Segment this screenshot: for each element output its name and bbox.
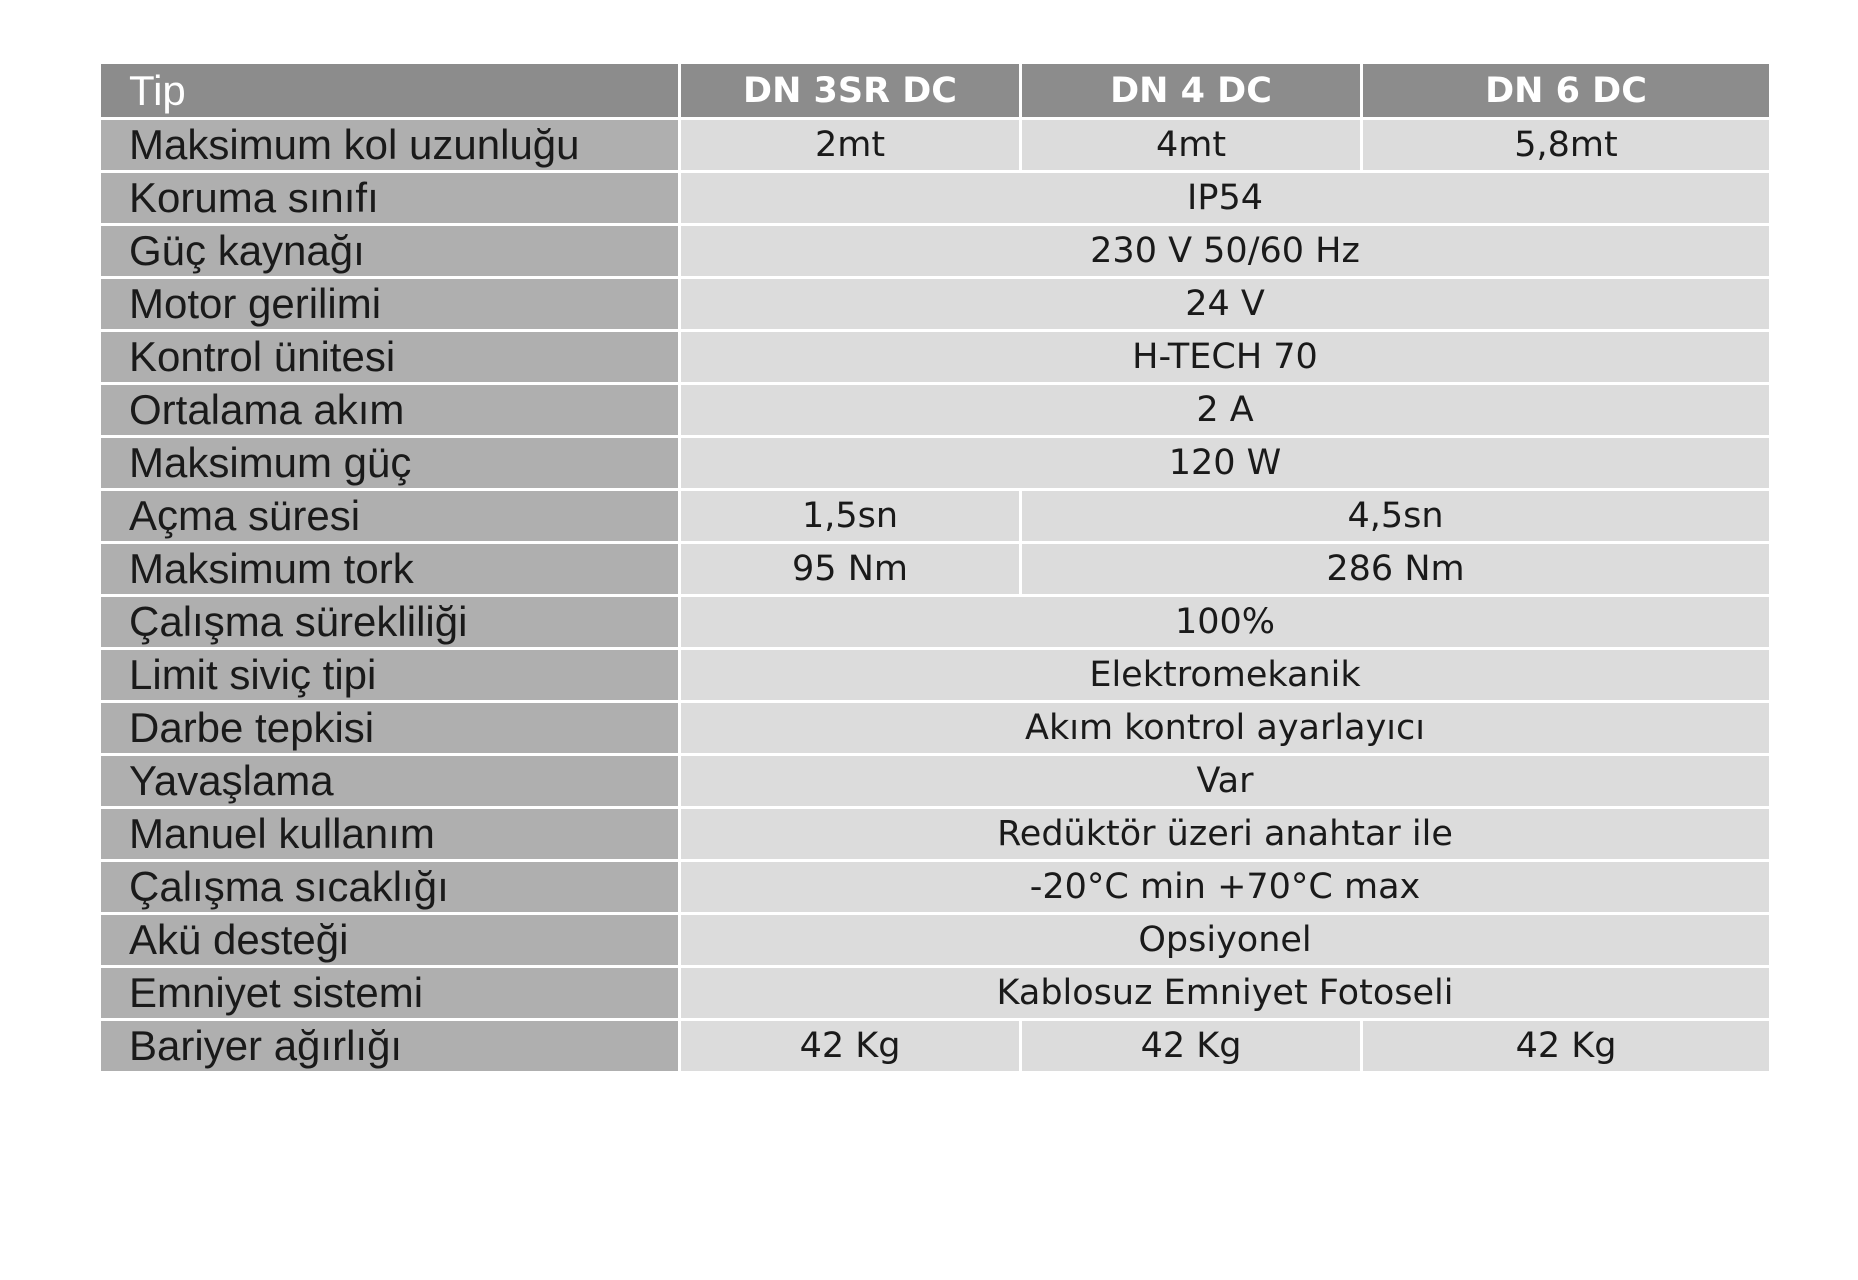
table-row <box>100 1020 1771 1073</box>
row-label: Yavaşlama <box>100 755 680 808</box>
row-label: Darbe tepkisi <box>100 702 680 755</box>
row-value: 5,8mt <box>1362 119 1771 172</box>
table-row <box>100 755 1771 808</box>
row-value: 2mt <box>680 119 1021 172</box>
row-value: Opsiyonel <box>680 914 1771 967</box>
row-value: 286 Nm <box>1021 543 1771 596</box>
table-row <box>100 119 1771 172</box>
row-value: Kablosuz Emniyet Fotoseli <box>680 967 1771 1020</box>
table-row <box>100 808 1771 861</box>
row-label: Çalışma sürekliliği <box>100 596 680 649</box>
row-value: 42 Kg <box>680 1020 1021 1073</box>
table-row <box>100 225 1771 278</box>
row-label: Manuel kullanım <box>100 808 680 861</box>
row-value: Akım kontrol ayarlayıcı <box>680 702 1771 755</box>
row-value: 24 V <box>680 278 1771 331</box>
row-value: 42 Kg <box>1362 1020 1771 1073</box>
table-row <box>100 649 1771 702</box>
table-row <box>100 861 1771 914</box>
row-value: IP54 <box>680 172 1771 225</box>
header-model-dn4: DN 4 DC <box>1021 63 1362 119</box>
row-label: Koruma sınıfı <box>100 172 680 225</box>
table-row <box>100 278 1771 331</box>
spec-table <box>98 61 1772 1074</box>
row-value: H-TECH 70 <box>680 331 1771 384</box>
row-value: Elektromekanik <box>680 649 1771 702</box>
row-value: 42 Kg <box>1021 1020 1362 1073</box>
table-row <box>100 914 1771 967</box>
row-label: Emniyet sistemi <box>100 967 680 1020</box>
header-tip-label: Tip <box>100 63 680 119</box>
row-value: 1,5sn <box>680 490 1021 543</box>
table-row <box>100 331 1771 384</box>
row-label: Açma süresi <box>100 490 680 543</box>
row-value: 4mt <box>1021 119 1362 172</box>
table-row <box>100 172 1771 225</box>
table-row <box>100 437 1771 490</box>
row-label: Limit siviç tipi <box>100 649 680 702</box>
header-row <box>100 63 1771 119</box>
table-row <box>100 596 1771 649</box>
row-value: 230 V 50/60 Hz <box>680 225 1771 278</box>
row-value: 2 A <box>680 384 1771 437</box>
header-model-dn3sr: DN 3SR DC <box>680 63 1021 119</box>
row-value: -20°C min +70°C max <box>680 861 1771 914</box>
row-label: Kontrol ünitesi <box>100 331 680 384</box>
row-label: Çalışma sıcaklığı <box>100 861 680 914</box>
row-label: Akü desteği <box>100 914 680 967</box>
row-label: Maksimum güç <box>100 437 680 490</box>
header-model-dn6: DN 6 DC <box>1362 63 1771 119</box>
table-row <box>100 384 1771 437</box>
row-value: Redüktör üzeri anahtar ile <box>680 808 1771 861</box>
row-value: 4,5sn <box>1021 490 1771 543</box>
row-value: Var <box>680 755 1771 808</box>
row-label: Ortalama akım <box>100 384 680 437</box>
row-value: 95 Nm <box>680 543 1021 596</box>
row-label: Motor gerilimi <box>100 278 680 331</box>
table-row <box>100 967 1771 1020</box>
row-label: Güç kaynağı <box>100 225 680 278</box>
row-label: Maksimum kol uzunluğu <box>100 119 680 172</box>
row-label: Bariyer ağırlığı <box>100 1020 680 1073</box>
row-label: Maksimum tork <box>100 543 680 596</box>
row-value: 120 W <box>680 437 1771 490</box>
table-row <box>100 702 1771 755</box>
table-row <box>100 543 1771 596</box>
row-value: 100% <box>680 596 1771 649</box>
table-row <box>100 490 1771 543</box>
